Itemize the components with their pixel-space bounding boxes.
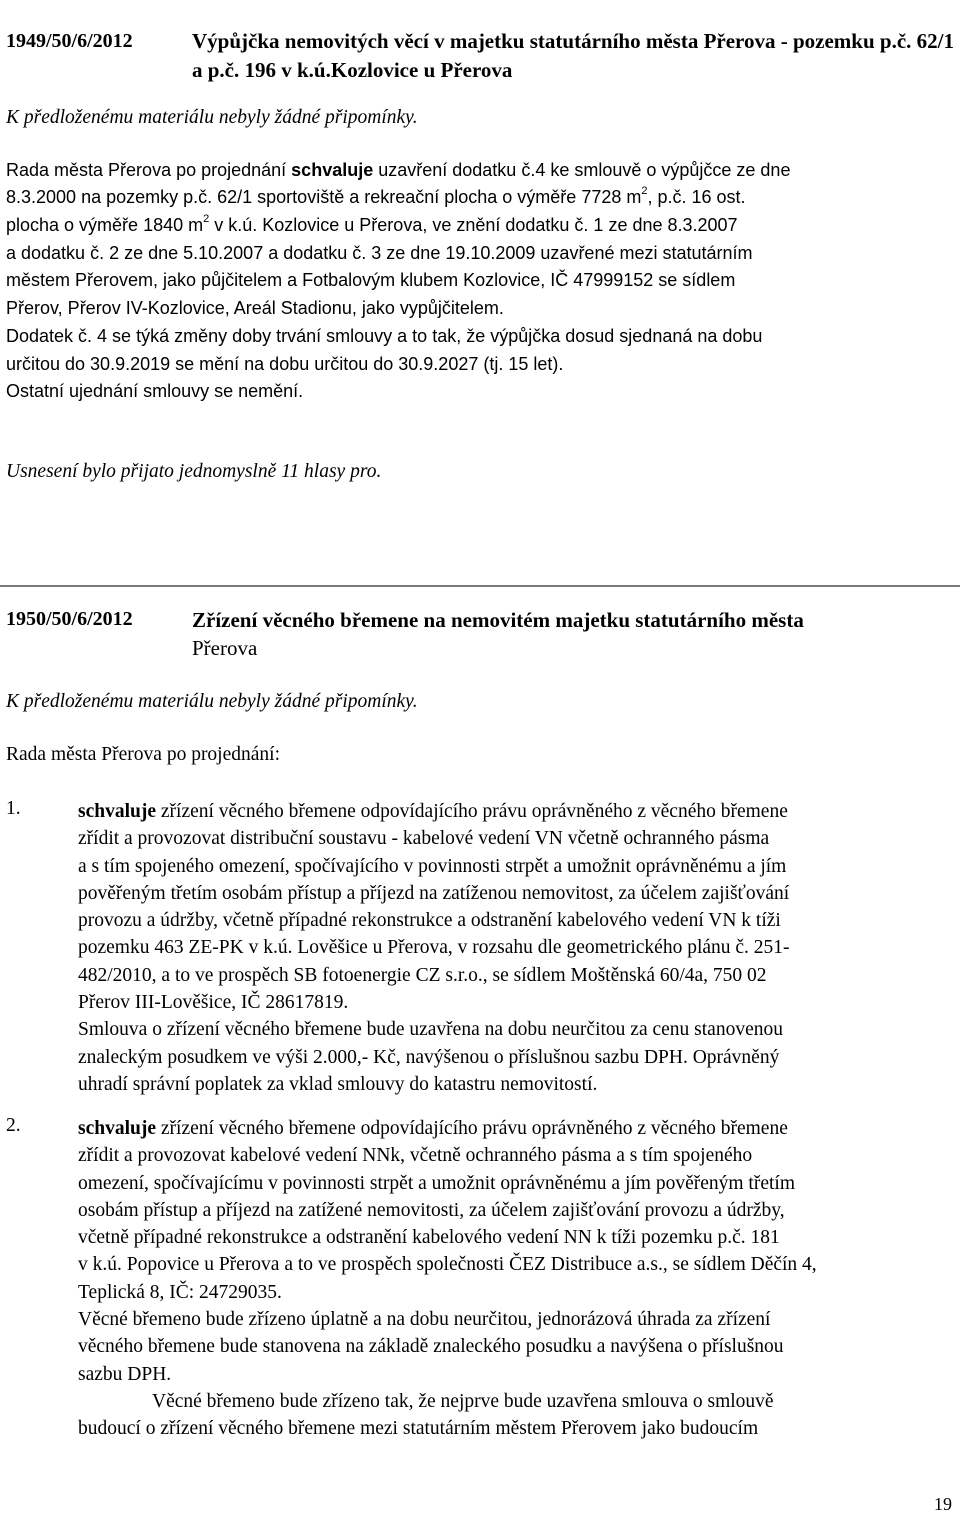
point-number: 2. xyxy=(6,1115,21,1136)
resolution-text-line: Přerov, Přerov IV-Kozlovice, Areál Stadionu, jako vypůjčitelem. xyxy=(6,298,504,318)
resolution-title-continued: Přerova xyxy=(192,636,258,660)
resolution-text-line: plocha o výměře 1840 $m^2$ v k.ú. Kozlovice u Přerova, ve znění dodatku č. 1 ze dne 8.3.2007 xyxy=(6,213,738,235)
addendum-text-line: Ostatní ujednání smlouvy se nemění. xyxy=(6,381,304,401)
resolution-text-line: a dodatku č. 2 ze dne 5.10.2007 a dodatku č. 3 ze dne 19.10.2009 uzavřené mezi statutárním xyxy=(6,243,753,263)
addendum-text-line: určitou do 30.9.2019 se mění na dobu určitou do 30.9.2027 (tj. 15 let). xyxy=(6,354,564,374)
resolution-text-line: městem Přerovem, jako půjčitelem a Fotbalovým klubem Kozlovice, IČ 47999152 se sídlem xyxy=(6,270,736,290)
resolution-text-line: Rada města Přerova po projednání schvaluje uzavření dodatku č.4 ke smlouvě o výpůjčce ze dne xyxy=(6,160,791,180)
vote-result: Usnesení bylo přijato jednomyslně 11 hlasy pro. xyxy=(6,461,382,482)
resolution-intro: Rada města Přerova po projednání: xyxy=(6,744,280,765)
point-number: 1. xyxy=(6,798,21,819)
page-number: 19 xyxy=(934,1494,952,1514)
resolution-number: 1950/50/6/2012 xyxy=(6,608,133,630)
resolution-number: 1949/50/6/2012 xyxy=(6,30,133,52)
resolution-title: Výpůjčka nemovitých věcí v majetku statutárního města Přerova - pozemku p.č. 62/1 a p.č. 196 v k.ú.Kozlovice u Přerova xyxy=(192,29,954,82)
point-2-text: schvaluje zřízení věcného břemene odpovídajícího právu oprávněného z věcného břemene zřídit a provozovat kabelové vedení NNk, včetně ochranného pásma a s tím spojeného omezení, spočívajícímu v povinnosti strpět a umožnit oprávněnému a jím pověřeným třetím osobám přístup a příjezd na zatížené nemovitosti, za účelem zajišťování provozu a údržby, včetně případné rekonstrukce a odstranění kabelového vedení NN k tíži pozemku p.č. 181 v k.ú. Popovice u Přerova a to ve prospěch společnosti ČEZ Distribuce a.s., se sídlem Děčín 4, Teplická 8, IČ: 24729035. Věcné břemeno bude zřízeno úplatně a na dobu neurčitou, jednorázová úhrada za zřízení věcného břemene bude stanovena na základě znaleckého posudku a navýšena o příslušnou sazbu DPH. Věcné břemeno bude zřízeno tak, že nejprve bude uzavřena smlouva o smlouvě budoucí o zřízení věcného břemene mezi statutárním městem Přerovem jako budoucím xyxy=(78,1118,817,1440)
resolution-title: Zřízení věcného břemene na nemovitém majetku statutárního města xyxy=(192,608,804,632)
addendum-text-line: Dodatek č. 4 se týká změny doby trvání smlouvy a to tak, že výpůjčka dosud sjednaná na dobu xyxy=(6,326,763,346)
no-comments-note: K předloženému materiálu nebyly žádné připomínky. xyxy=(6,107,418,128)
resolution-text-line: 8.3.2000 na pozemky p.č. 62/1 sportoviště a rekreační plocha o výměře 7728 $m^2$, p.č. 16 ost. xyxy=(6,185,746,207)
point-1-text: schvaluje zřízení věcného břemene odpovídajícího právu oprávněného z věcného břemene zřídit a provozovat distribuční soustavu - kabelové vedení VN včetně ochranného pásma a s tím spojeného omezení, spočívajícího v povinnosti strpět a umožnit oprávněnému a jím pověřeným třetím osobám přístup a příjezd na zatíženou nemovitost, za účelem zajišťování provozu a údržby, včetně případné rekonstrukce a odstranění kabelového vedení VN k tíži pozemku 463 ZE-PK v k.ú. Lověšice u Přerova, v rozsahu dle geometrického plánu č. 251- 482/2010, a to ve prospěch SB fotoenergie CZ s.r.o., se sídlem Moštěnská 60/4a, 750 02 Přerov III-Lověšice, IČ 28617819. Smlouva o zřízení věcného břemene bude uzavřena na dobu neurčitou za cenu stanovenou znaleckým posudkem ve výši 2.000,- Kč, navýšenou o příslušnou sazbu DPH. Oprávněný uhradí správní poplatek za vklad smlouvy do katastru nemovitostí. xyxy=(78,801,790,1095)
section-divider xyxy=(0,585,960,587)
no-comments-note: K předloženému materiálu nebyly žádné připomínky. xyxy=(6,691,418,712)
